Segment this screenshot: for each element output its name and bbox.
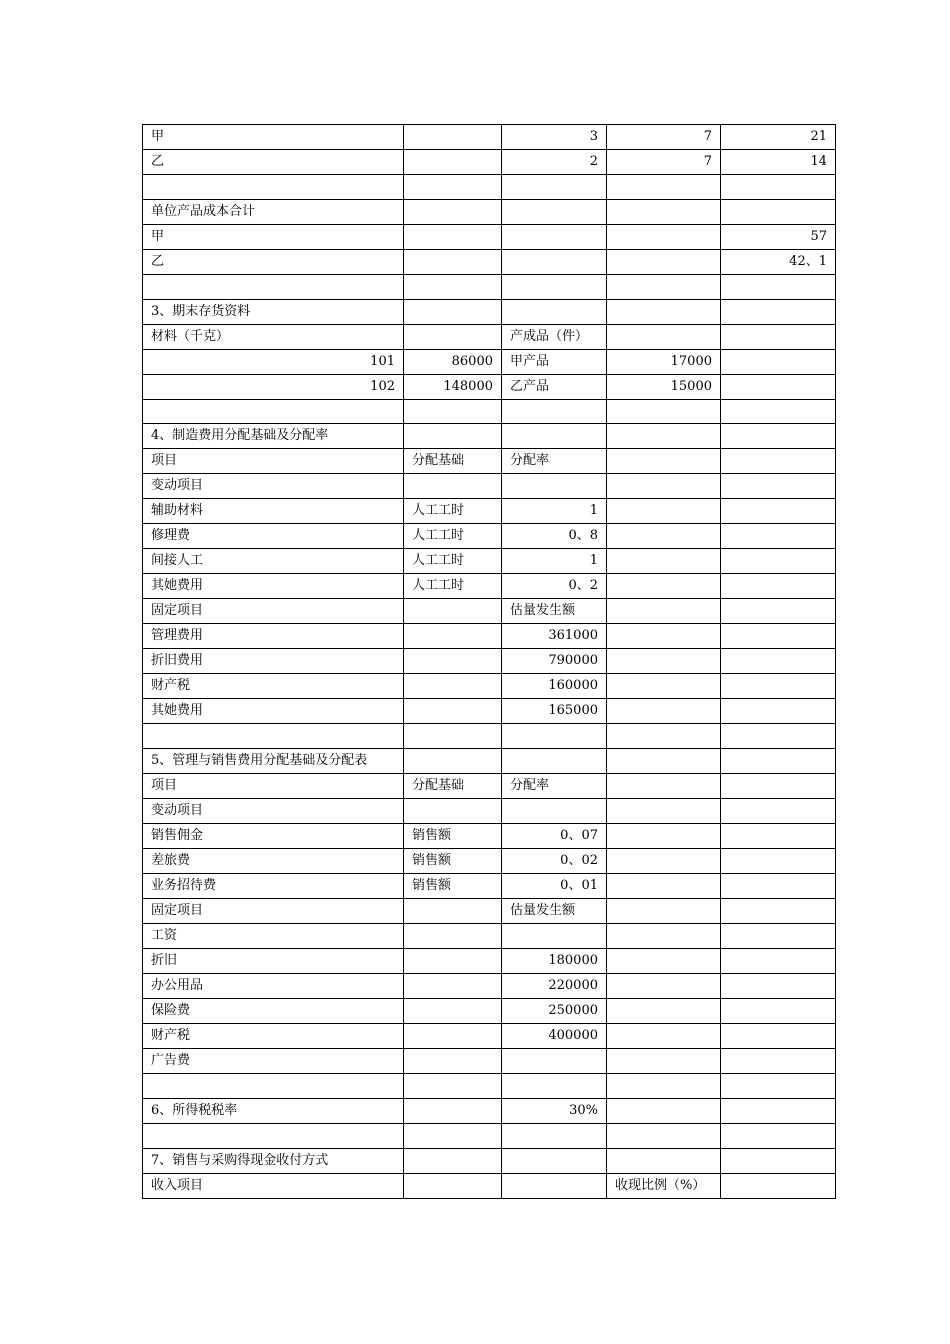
table-cell: [607, 574, 721, 599]
table-cell: [721, 724, 836, 749]
table-cell: [502, 724, 607, 749]
table-cell: [721, 824, 836, 849]
table-body: [143, 125, 836, 1199]
table-cell: [607, 224, 721, 249]
table-cell: [607, 899, 721, 924]
table-row: [143, 1024, 836, 1049]
table-cell: 0、2: [502, 574, 607, 599]
table-cell: 销售额: [404, 824, 502, 849]
table-cell: [502, 1173, 607, 1198]
table-cell: [404, 749, 502, 774]
table-cell: [721, 524, 836, 549]
table-cell: [721, 374, 836, 399]
table-cell: [607, 624, 721, 649]
table-cell: [404, 1098, 502, 1123]
table-cell: [721, 474, 836, 499]
table-cell: [721, 749, 836, 774]
table-cell: [502, 1074, 607, 1099]
table-cell: 3: [502, 125, 607, 150]
table-cell: 差旅费: [143, 849, 404, 874]
table-cell: [404, 1148, 502, 1173]
table-cell: [721, 274, 836, 299]
table-cell: [721, 799, 836, 824]
table-cell: 1: [502, 499, 607, 524]
table-row: [143, 874, 836, 899]
table-cell: [721, 424, 836, 449]
table-cell: 辅助材料: [143, 499, 404, 524]
table-cell: 折旧: [143, 949, 404, 974]
table-cell: [721, 324, 836, 349]
table-cell: 分配基础: [404, 774, 502, 799]
table-cell: [607, 449, 721, 474]
table-row: [143, 849, 836, 874]
table-cell: [502, 1049, 607, 1074]
table-cell: 0、02: [502, 849, 607, 874]
table-cell: [607, 1024, 721, 1049]
table-cell: 人工工时: [404, 524, 502, 549]
table-cell: [721, 874, 836, 899]
table-cell: [404, 274, 502, 299]
table-cell: 分配率: [502, 449, 607, 474]
table-cell: 165000: [502, 699, 607, 724]
table-row: [143, 125, 836, 150]
table-cell: [721, 849, 836, 874]
table-cell: [404, 649, 502, 674]
table-cell: 其她费用: [143, 574, 404, 599]
table-cell: [607, 824, 721, 849]
table-cell: [502, 249, 607, 274]
table-cell: [607, 874, 721, 899]
table-cell: 收现比例（%）: [607, 1173, 721, 1198]
table-row: [143, 499, 836, 524]
table-row: [143, 974, 836, 999]
table-cell: 3、期末存货资料: [143, 299, 404, 324]
table-cell: [607, 799, 721, 824]
table-row: [143, 574, 836, 599]
table-cell: [404, 249, 502, 274]
table-row: [143, 199, 836, 224]
table-cell: [502, 1123, 607, 1148]
table-cell: [721, 899, 836, 924]
table-cell: 乙产品: [502, 374, 607, 399]
table-cell: 人工工时: [404, 499, 502, 524]
table-cell: [404, 699, 502, 724]
table-cell: [721, 1123, 836, 1148]
table-cell: 0、8: [502, 524, 607, 549]
table-cell: [721, 299, 836, 324]
table-cell: [404, 899, 502, 924]
table-cell: 变动项目: [143, 799, 404, 824]
table-cell: [502, 224, 607, 249]
table-row: [143, 1173, 836, 1198]
table-cell: 甲: [143, 224, 404, 249]
table-cell: 间接人工: [143, 549, 404, 574]
table-cell: 固定项目: [143, 599, 404, 624]
table-cell: 乙: [143, 249, 404, 274]
table-cell: [404, 1123, 502, 1148]
table-cell: 57: [721, 224, 836, 249]
table-cell: [721, 549, 836, 574]
table-cell: [607, 274, 721, 299]
table-cell: [607, 699, 721, 724]
table-cell: [404, 1024, 502, 1049]
table-cell: [607, 524, 721, 549]
table-cell: 甲: [143, 125, 404, 150]
table-cell: [502, 399, 607, 424]
table-cell: [502, 474, 607, 499]
table-cell: 单位产品成本合计: [143, 199, 404, 224]
table-cell: 保险费: [143, 999, 404, 1024]
table-cell: 固定项目: [143, 899, 404, 924]
table-cell: 30%: [502, 1098, 607, 1123]
table-cell: [607, 399, 721, 424]
table-cell: [143, 1123, 404, 1148]
table-cell: [502, 424, 607, 449]
table-cell: 估量发生额: [502, 599, 607, 624]
table-cell: [607, 424, 721, 449]
table-row: [143, 424, 836, 449]
table-cell: 102: [143, 374, 404, 399]
table-cell: [721, 349, 836, 374]
table-row: [143, 924, 836, 949]
table-cell: 修理费: [143, 524, 404, 549]
table-row: [143, 224, 836, 249]
table-cell: [721, 949, 836, 974]
table-row: [143, 949, 836, 974]
table-cell: [404, 399, 502, 424]
table-cell: [404, 599, 502, 624]
table-cell: [721, 574, 836, 599]
table-row: [143, 549, 836, 574]
table-cell: 甲产品: [502, 349, 607, 374]
table-cell: 15000: [607, 374, 721, 399]
table-cell: [721, 449, 836, 474]
table-cell: [721, 499, 836, 524]
table-cell: 变动项目: [143, 474, 404, 499]
table-cell: [404, 199, 502, 224]
table-cell: [721, 1173, 836, 1198]
table-cell: [721, 649, 836, 674]
table-cell: 361000: [502, 624, 607, 649]
table-cell: 2: [502, 150, 607, 175]
table-cell: [607, 199, 721, 224]
table-cell: [404, 1074, 502, 1099]
table-cell: 材料（千克）: [143, 324, 404, 349]
table-cell: [404, 674, 502, 699]
table-cell: 21: [721, 125, 836, 150]
table-cell: 广告费: [143, 1049, 404, 1074]
table-cell: [404, 424, 502, 449]
table-cell: 分配率: [502, 774, 607, 799]
table-cell: 销售额: [404, 874, 502, 899]
table-cell: [721, 599, 836, 624]
table-row: [143, 999, 836, 1024]
table-cell: [143, 724, 404, 749]
table-row: [143, 299, 836, 324]
table-cell: [607, 175, 721, 200]
table-row: [143, 824, 836, 849]
table-row: [143, 749, 836, 774]
table-cell: [404, 974, 502, 999]
table-cell: 42、1: [721, 249, 836, 274]
table-cell: [404, 474, 502, 499]
table-cell: 估量发生额: [502, 899, 607, 924]
table-cell: [404, 924, 502, 949]
table-cell: 7、销售与采购得现金收付方式: [143, 1148, 404, 1173]
table-cell: [404, 150, 502, 175]
table-cell: 折旧费用: [143, 649, 404, 674]
table-cell: [607, 649, 721, 674]
table-row: [143, 349, 836, 374]
table-cell: [607, 849, 721, 874]
table-cell: 办公用品: [143, 974, 404, 999]
table-cell: 管理费用: [143, 624, 404, 649]
table-cell: 人工工时: [404, 549, 502, 574]
table-cell: 财产税: [143, 674, 404, 699]
table-cell: 工资: [143, 924, 404, 949]
table-cell: [607, 674, 721, 699]
table-row: [143, 274, 836, 299]
table-cell: [607, 1148, 721, 1173]
table-cell: [607, 749, 721, 774]
table-cell: [404, 799, 502, 824]
table-cell: 5、管理与销售费用分配基础及分配表: [143, 749, 404, 774]
table-cell: [607, 549, 721, 574]
table-row: [143, 774, 836, 799]
table-cell: [404, 624, 502, 649]
table-row: [143, 1049, 836, 1074]
table-cell: [404, 299, 502, 324]
table-cell: [721, 674, 836, 699]
table-cell: [607, 774, 721, 799]
table-cell: [607, 1123, 721, 1148]
table-cell: 项目: [143, 774, 404, 799]
table-cell: [143, 175, 404, 200]
table-cell: 项目: [143, 449, 404, 474]
table-cell: [502, 749, 607, 774]
table-row: [143, 724, 836, 749]
table-row: [143, 249, 836, 274]
table-row: [143, 324, 836, 349]
table-cell: [721, 199, 836, 224]
table-cell: [404, 224, 502, 249]
table-cell: 财产税: [143, 1024, 404, 1049]
table-row: [143, 474, 836, 499]
table-row: [143, 624, 836, 649]
table-cell: [607, 1098, 721, 1123]
table-cell: 0、01: [502, 874, 607, 899]
table-cell: 7: [607, 150, 721, 175]
table-cell: 86000: [404, 349, 502, 374]
table-cell: 400000: [502, 1024, 607, 1049]
table-cell: [607, 249, 721, 274]
table-cell: 148000: [404, 374, 502, 399]
table-cell: [404, 175, 502, 200]
table-cell: 180000: [502, 949, 607, 974]
table-cell: [607, 724, 721, 749]
spreadsheet-table: [142, 124, 836, 1199]
table-row: [143, 175, 836, 200]
table-cell: 销售额: [404, 849, 502, 874]
table-cell: 1: [502, 549, 607, 574]
table-cell: 0、07: [502, 824, 607, 849]
table-cell: [607, 974, 721, 999]
table-cell: 250000: [502, 999, 607, 1024]
table-row: [143, 1098, 836, 1123]
table-cell: [607, 924, 721, 949]
table-cell: 17000: [607, 349, 721, 374]
table-cell: [721, 399, 836, 424]
table-cell: 乙: [143, 150, 404, 175]
table-cell: [143, 399, 404, 424]
table-row: [143, 799, 836, 824]
table-cell: [607, 999, 721, 1024]
table-cell: 分配基础: [404, 449, 502, 474]
table-cell: 7: [607, 125, 721, 150]
table-cell: 6、所得税税率: [143, 1098, 404, 1123]
table-cell: [404, 724, 502, 749]
table-cell: [404, 999, 502, 1024]
table-row: [143, 674, 836, 699]
table-cell: [721, 974, 836, 999]
table-cell: [404, 324, 502, 349]
table-cell: [607, 599, 721, 624]
table-cell: 790000: [502, 649, 607, 674]
table-cell: [721, 924, 836, 949]
table-row: [143, 150, 836, 175]
table-cell: [721, 1049, 836, 1074]
table-cell: [404, 1173, 502, 1198]
table-cell: 业务招待费: [143, 874, 404, 899]
table-row: [143, 1123, 836, 1148]
table-cell: [607, 324, 721, 349]
table-cell: 220000: [502, 974, 607, 999]
table-row: [143, 524, 836, 549]
table-cell: [721, 1148, 836, 1173]
table-row: [143, 1074, 836, 1099]
table-cell: [404, 125, 502, 150]
table-cell: 人工工时: [404, 574, 502, 599]
table-cell: [721, 1098, 836, 1123]
table-cell: 产成品（件）: [502, 324, 607, 349]
table-cell: [607, 474, 721, 499]
table-row: [143, 899, 836, 924]
table-cell: [502, 924, 607, 949]
table-cell: [143, 274, 404, 299]
table-cell: 收入项目: [143, 1173, 404, 1198]
table-cell: 4、制造费用分配基础及分配率: [143, 424, 404, 449]
table-cell: [721, 624, 836, 649]
table-cell: [721, 1024, 836, 1049]
table-cell: [721, 774, 836, 799]
table-cell: [721, 699, 836, 724]
table-cell: [143, 1074, 404, 1099]
table-cell: [721, 175, 836, 200]
table-cell: [721, 1074, 836, 1099]
table-row: [143, 599, 836, 624]
table-cell: 销售佣金: [143, 824, 404, 849]
table-cell: 160000: [502, 674, 607, 699]
table-cell: [607, 949, 721, 974]
table-cell: [502, 175, 607, 200]
table-row: [143, 399, 836, 424]
table-cell: [502, 799, 607, 824]
table-cell: [502, 1148, 607, 1173]
table-cell: [404, 1049, 502, 1074]
table-cell: [607, 499, 721, 524]
table-cell: 其她费用: [143, 699, 404, 724]
table-cell: [607, 1049, 721, 1074]
table-cell: 101: [143, 349, 404, 374]
table-cell: [721, 999, 836, 1024]
table-row: [143, 1148, 836, 1173]
table-cell: [607, 1074, 721, 1099]
table-row: [143, 699, 836, 724]
table-row: [143, 374, 836, 399]
table-cell: [502, 199, 607, 224]
table-cell: 14: [721, 150, 836, 175]
table-cell: [607, 299, 721, 324]
table-cell: [502, 299, 607, 324]
table-row: [143, 649, 836, 674]
table-row: [143, 449, 836, 474]
table-cell: [404, 949, 502, 974]
table-cell: [502, 274, 607, 299]
